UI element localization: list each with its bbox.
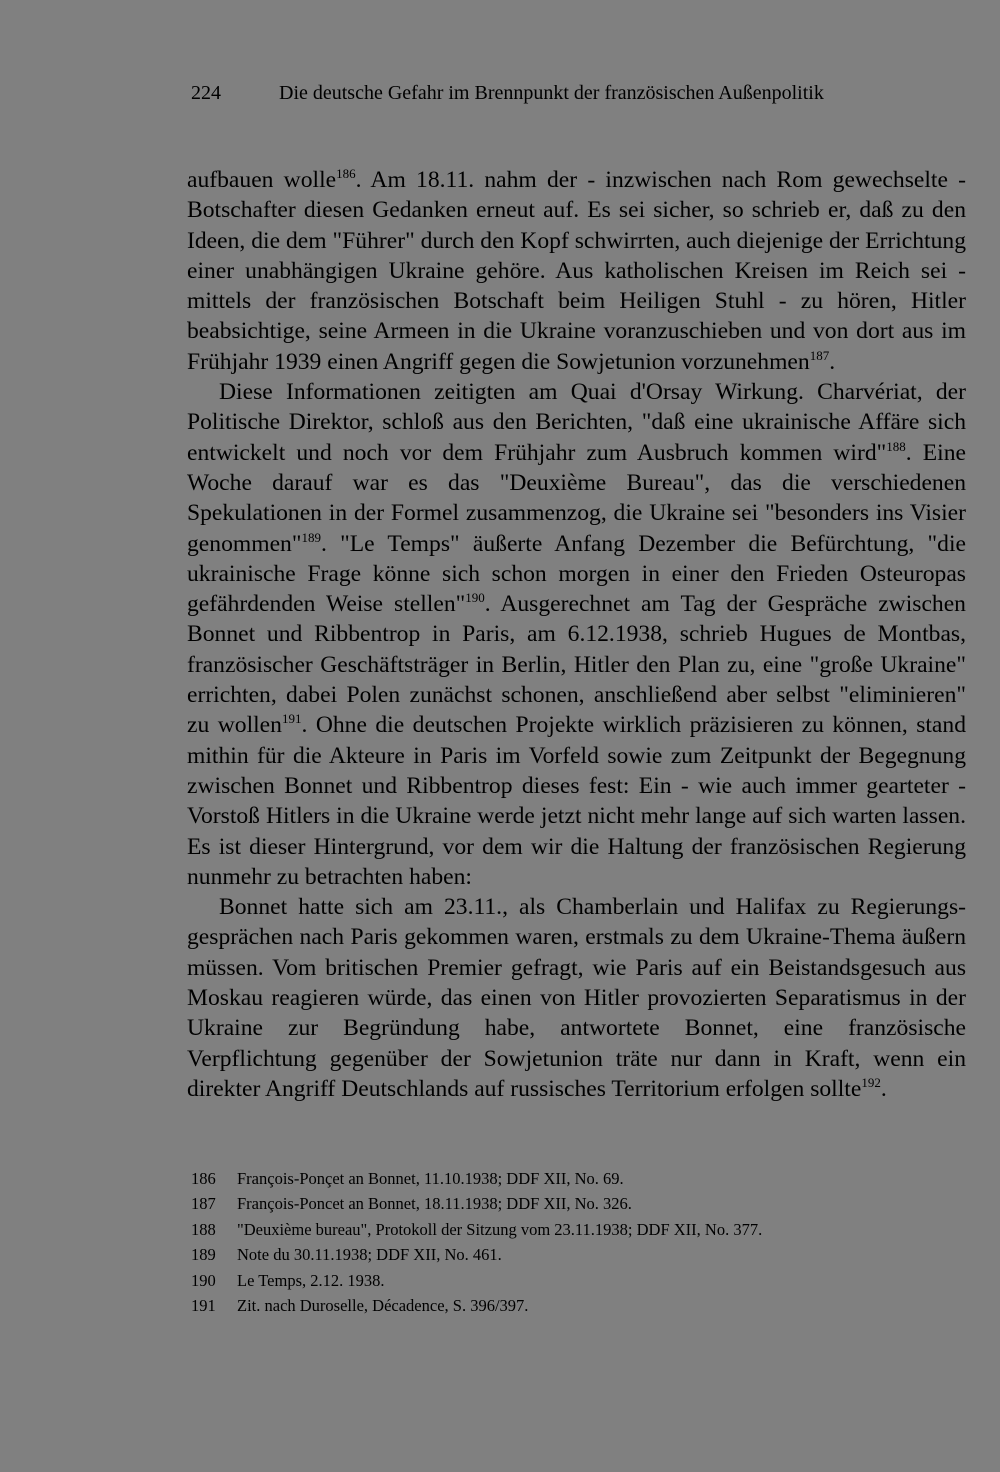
footnote [191,1268,951,1293]
footnote [191,1217,951,1242]
footnote-text: François-Ponçet an Bonnet, 11.10.1938; DDF XII, No. 69. [237,1169,624,1188]
text-run: . [829,348,836,375]
footnote-number: 189 [191,1245,216,1265]
text-run: . Eine Woche darauf war es das "Deuxième Bureau", das die verschiedenen Spekulationen in der Formel zusammenzog, die Ukraine sei "besonders ins Visier genommen" [187,439,966,557]
footnote-number: 190 [191,1270,216,1290]
footnotes [191,1166,951,1318]
footnote-text: François-Poncet an Bonnet, 18.11.1938; DDF XII, No. 326. [237,1194,632,1214]
footnote-marker: 191 [281,711,302,727]
running-header [191,78,911,108]
main-text [187,165,966,1104]
footnote-number: 187 [191,1194,216,1214]
running-title: Die deutsche Gefahr im Brennpunkt der französischen Außenpolitik [279,82,824,104]
footnote-marker: 192 [861,1074,881,1090]
footnote [191,1293,951,1318]
page-number: 224 [191,82,221,104]
footnote-marker: 190 [465,590,485,606]
footnote [191,1242,951,1267]
footnote-marker: 188 [886,438,906,454]
footnote-marker: 187 [809,347,830,363]
footnote [191,1166,951,1191]
paragraph [187,892,966,1104]
footnote-number: 188 [191,1219,216,1239]
text-run: Diese Informationen zeitigten am Quai d'Orsay Wirkung. Charvériat, der Politische Direktor, schloß aus den Berichten, "daß eine ukrainische Affäre sich entwickelt und noch vor dem Frühjahr zum Ausbruch kommen wird" [187,379,966,466]
text-run: . "Le Temps" äußerte Anfang Dezember die Befürchtung, "die ukrainische Frage könne sich schon morgen in einer den Frieden Osteuropas gefährdenden Weise stellen" [187,530,966,618]
footnote-marker: 189 [301,529,321,545]
footnote-text: "Deuxième bureau", Protokoll der Sitzung vom 23.11.1938; DDF XII, No. 377. [237,1219,763,1239]
footnote-number: 186 [191,1169,216,1188]
text-run: Bonnet hatte sich am 23.11., als Chamberlain und Halifax zu Regierungsgesprächen nach Paris gekommen waren, erstmals zu dem Ukraine-Thema äußern müssen. Vom britischen Premier gefragt, wie Paris auf ein Beistandsgesuch aus Moskau reagieren würde, das einen von Hitler provozierten Separatismus in der Ukraine zur Begründung habe, antwortete Bonnet, eine französische Verpflichtung gegenüber der Sowjetunion träte nur dann in Kraft, wenn ein direkter Angriff Deutschlands auf russisches Territorium erfolgen sollte [187,894,966,1102]
text-run: . Am 18.11. nahm der - inzwischen nach Rom gewechselte - Botschafter diesen Gedanken erneut auf. Es sei sicher, so schrieb er, daß zu den Ideen, die dem "Führer" durch den Kopf schwirrten, auch diejenige der Errichtung einer unabhängigen Ukraine gehöre. Aus katholischen Kreisen im Reich sei - mittels der französischen Botschaft beim Heiligen Stuhl - zu hören, Hitler beabsichtige, seine Armeen in die Ukraine voranzuschieben und von dort aus im Frühjahr 1939 einen Angriff gegen die Sowjetunion vorzunehmen [187,167,967,375]
footnote-text: Le Temps, 2.12. 1938. [237,1270,385,1290]
text-run: aufbauen wolle [187,167,337,193]
footnote-text: Zit. nach Duroselle, Décadence, S. 396/397. [237,1296,529,1316]
text-run: . Ausgerechnet am Tag der Gespräche zwischen Bonnet und Ribbentrop in Paris, am 6.12.1938, schrieb Hugues de Montbas, französischer Geschäftsträger in Berlin, Hitler den Plan zu, eine "große Ukraine" errichten, dabei Polen zunächst schonen, anschließend aber selbst "eliminieren" zu wollen [187,591,966,739]
text-run: . [880,1075,887,1102]
footnote [191,1191,951,1216]
footnote-number: 191 [191,1296,216,1316]
paragraph [187,165,966,377]
footnote-text: Note du 30.11.1938; DDF XII, No. 461. [237,1245,502,1265]
paragraph [187,377,966,892]
footnote-marker: 186 [336,166,356,181]
text-run: . Ohne die deutschen Projekte wirklich präzisieren zu können, stand mithin für die Akteure in Paris im Vorfeld sowie zum Zeitpunkt der Begegnung zwischen Bonnet und Ribbentrop dieses fest: Ein - wie auch immer gearteter - Vorstoß Hitlers in die Ukraine werde jetzt nicht mehr lange auf sich warten lassen. Es ist dieser Hintergrund, vor dem wir die Haltung der französischen Regierung nunmehr zu betrachten haben: [187,712,966,890]
